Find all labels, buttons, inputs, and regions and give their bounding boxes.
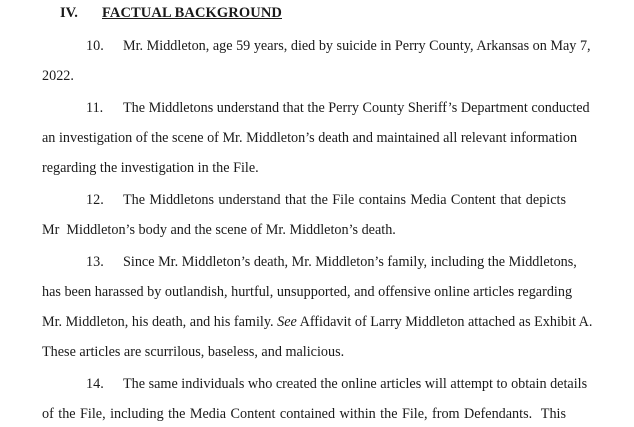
paragraph-number: 13. (86, 254, 104, 270)
paragraph-11-line-1 (86, 99, 590, 117)
section-heading (60, 5, 282, 22)
paragraph-text: The Middletons understand that the Perry County Sheriff’s Department conducted (123, 100, 590, 116)
paragraph-text: The Middletons understand that the File contains Media Content that depicts (123, 192, 566, 208)
paragraph-11-line-2: an investigation of the scene of Mr. Middleton’s death and maintained all relevant information (42, 130, 578, 146)
paragraph-14-line-1 (86, 375, 588, 393)
paragraph-number: 11. (86, 100, 104, 116)
paragraph-number: 10. (86, 38, 104, 54)
paragraph-number: 12. (86, 192, 104, 208)
paragraph-text: Mr. Middleton, age 59 years, died by suicide in Perry County, Arkansas on May 7, (123, 38, 591, 54)
paragraph-number: 14. (86, 376, 104, 392)
paragraph-12-line-2: Mr Middleton’s body and the scene of Mr. Middleton’s death. (42, 222, 396, 238)
paragraph-13-line-2: has been harassed by outlandish, hurtful, unsupported, and offensive online articles regarding (42, 284, 573, 300)
paragraph-11-line-3: regarding the investigation in the File. (42, 160, 259, 176)
paragraph-14-line-2: of the File, including the Media Content contained within the File, from Defendants. This (42, 406, 566, 422)
citation-signal: See (277, 314, 297, 330)
paragraph-10-line-1 (86, 37, 591, 55)
paragraph-text: Mr. Middleton, his death, and his family. (42, 314, 274, 330)
paragraph-text: Affidavit of Larry Middleton attached as Exhibit A. (299, 314, 593, 330)
section-title: FACTUAL BACKGROUND (102, 5, 282, 21)
paragraph-13-line-1 (86, 253, 577, 271)
paragraph-13-line-3 (42, 313, 593, 331)
paragraph-12-line-1 (86, 191, 566, 209)
paragraph-text: Since Mr. Middleton’s death, Mr. Middleton’s family, including the Middletons, (123, 254, 577, 270)
paragraph-10-line-2: 2022. (42, 68, 74, 84)
paragraph-13-line-4: These articles are scurrilous, baseless, and malicious. (42, 344, 345, 360)
paragraph-text: The same individuals who created the online articles will attempt to obtain details (123, 376, 588, 392)
section-number: IV. (60, 5, 78, 21)
